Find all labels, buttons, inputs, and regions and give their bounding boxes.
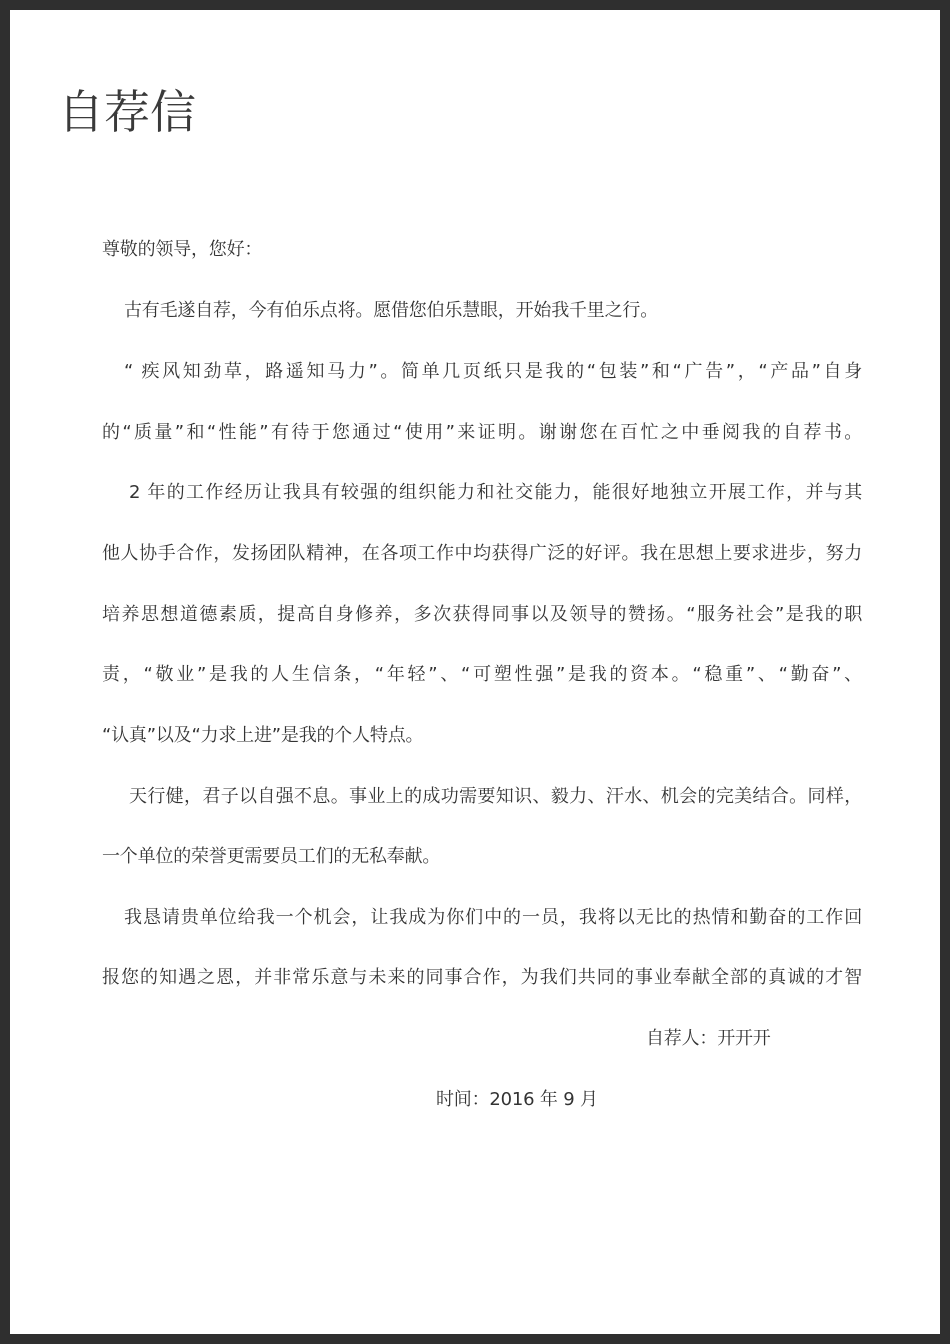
body-line: 天行健，君子以自强不息。事业上的成功需要知识、毅力、汗水、机会的完美结合。同样， bbox=[129, 786, 862, 807]
body-line: 一个单位的荣誉更需要员工们的无私奉献。 bbox=[102, 846, 441, 867]
greeting-line: 尊敬的领导，您好： bbox=[102, 239, 263, 260]
body-line: 我恳请贵单位给我一个机会，让我成为你们中的一员，我将以无比的热情和勤奋的工作回 bbox=[124, 907, 862, 928]
body-line: 2 年的工作经历让我具有较强的组织能力和社交能力，能很好地独立开展工作，并与其 bbox=[129, 482, 862, 503]
letter-date: 时间：2016 年 9 月 bbox=[436, 1089, 598, 1110]
body-line: 的“质量”和“性能”有待于您通过“使用”来证明。谢谢您在百忙之中垂阅我的自荐书。 bbox=[102, 422, 862, 443]
document-title: 自荐信 bbox=[58, 85, 196, 139]
body-line: 报您的知遇之恩，并非常乐意与未来的同事合作，为我们共同的事业奉献全部的真诚的才智 bbox=[102, 967, 862, 988]
document-page bbox=[10, 10, 940, 1334]
body-line: 古有毛遂自荐，今有伯乐点将。愿借您伯乐慧眼，开始我千里之行。 bbox=[124, 300, 658, 321]
signature: 自荐人：开开开 bbox=[646, 1028, 771, 1049]
body-line: 责，“敬业”是我的人生信条，“年轻”、“可塑性强”是我的资本。“稳重”、“勤奋”、 bbox=[102, 664, 862, 685]
body-line: 他人协手合作，发扬团队精神，在各项工作中均获得广泛的好评。我在思想上要求进步，努力 bbox=[102, 543, 862, 564]
body-line: 培养思想道德素质，提高自身修养，多次获得同事以及领导的赞扬。“服务社会”是我的职 bbox=[102, 604, 862, 625]
body-line: “ 疾风知劲草，路遥知马力”。简单几页纸只是我的“包装”和“广告”，“产品”自身 bbox=[124, 361, 862, 382]
body-line: “认真”以及“力求上进”是我的个人特点。 bbox=[102, 725, 424, 746]
